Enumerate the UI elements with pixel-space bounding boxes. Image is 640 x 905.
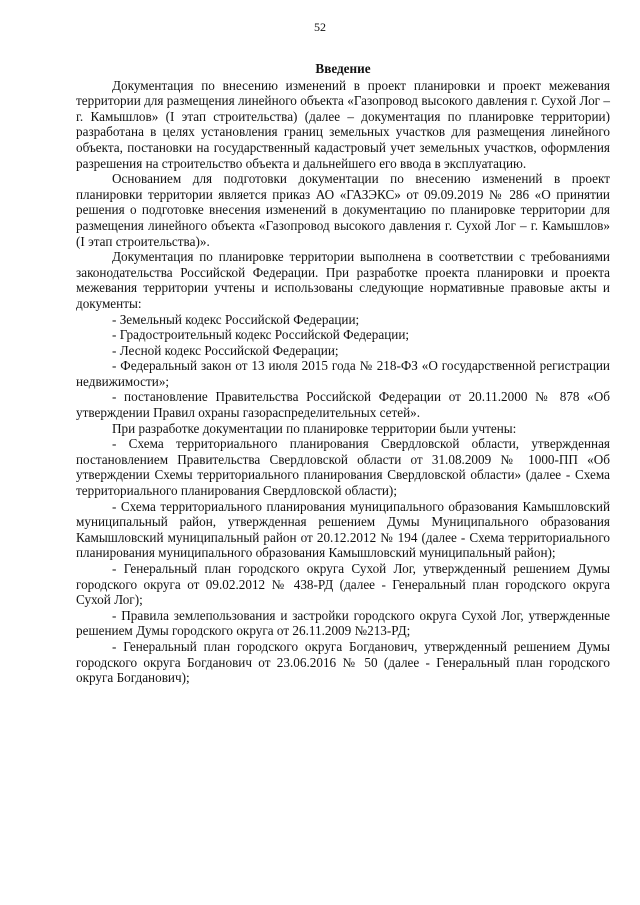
list-item: - Генеральный план городского округа Богданович, утвержденный решением Думы городского округа Богданович от 23.06.2016 № 50 (далее - Генеральный план городского округа Богданович); (76, 638, 610, 686)
paragraph-basis: Основанием для подготовки документации по внесению изменений в проект планировки территории является приказ АО «ГАЗЭКС» от 09.09.2019 № 286 «О принятии решения о подготовке внесения изменений в документацию по планировке территории для размещения линейного объекта «Газопровод высокого давления г. Сухой Лог – г. Камышлов» (I этап строительства)». (76, 171, 610, 249)
paragraph-considered: При разработке документации по планировке территории были учтены: (112, 420, 517, 436)
section-heading: Введение (315, 61, 371, 76)
paragraph-compliance: Документация по планировке территории выполнена в соответствии с требованиями законодательства Российской Федерации. При разработке проекта планировки и проекта межевания территории учтены и использованы следующие нормативные правовые акты и документы: (76, 249, 610, 311)
page-number: 52 (314, 20, 326, 34)
list-item: - Генеральный план городского округа Сухой Лог, утвержденный решением Думы городского округа от 09.02.2012 № 438-РД (далее - Генеральный план городского округа Сухой Лог); (76, 561, 610, 608)
paragraph-intro: Документация по внесению изменений в проект планировки и проект межевания территории для размещения линейного объекта «Газопровод высокого давления г. Сухой Лог – г. Камышлов» (I этап строительства) (далее – документация по планировке территории) разработана в целях установления границ земельных участков для размещения линейного объекта, постановки на государственный кадастровый учет земельных участков, оформления разрешения на строительство объекта и дальнейшего его ввода в эксплуатацию. (76, 77, 610, 171)
list-item: - Градостроительный кодекс Российской Федерации; (112, 327, 410, 343)
document-body (76, 61, 610, 686)
list-item: - Правила землепользования и застройки городского округа Сухой Лог, утвержденные решением Думы городского округа от 26.11.2009 №213-РД; (76, 607, 610, 639)
list-item: - Схема территориального планирования муниципального образования Камышловский муниципальный район, утвержденная решением Думы Муниципального образования Камышловский муниципальный район от 20.12.2012 № 194 (далее - Схема территориального планирования муниципального образования Камышловский муниципальный район); (76, 498, 610, 561)
list-item: - Федеральный закон от 13 июля 2015 года № 218-ФЗ «О государственной регистрации недвижимости»; (76, 358, 610, 389)
list-item: - Схема территориального планирования Свердловской области, утвержденная постановлением Правительства Свердловской области от 31.08.2009 № 1000-ПП «Об утверждении Схемы территориального планирования Свердловской области» (далее - Схема территориального планирования Свердловской области); (76, 436, 610, 499)
list-item: - Земельный кодекс Российской Федерации; (112, 311, 360, 327)
list-item: - Лесной кодекс Российской Федерации; (112, 342, 339, 358)
list-item: - постановление Правительства Российской Федерации от 20.11.2000 № 878 «Об утверждении Правил охраны газораспределительных сетей». (76, 389, 610, 421)
